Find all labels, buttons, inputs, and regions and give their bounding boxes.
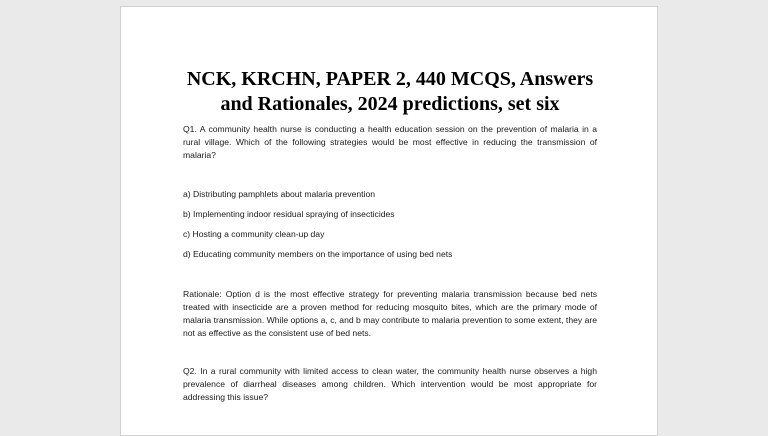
question-1-option-d: d) Educating community members on the importance of using bed nets xyxy=(183,249,453,259)
question-1-option-c: c) Hosting a community clean-up day xyxy=(183,229,325,239)
title-line-2: and Rationales, 2024 predictions, set six xyxy=(220,93,560,115)
title-line-1: NCK, KRCHN, PAPER 2, 440 MCQS, Answers xyxy=(186,68,594,90)
question-2-text: Q2. In a rural community with limited access to clean water, the community health nurse observes a high prevalence of diarrheal diseases among children. Which intervention would be most appropriate for addressing this issue? xyxy=(183,366,597,402)
question-1-rationale: Rationale: Option d is the most effective strategy for preventing malaria transmission because bed nets treated with insecticide are a proven method for reducing mosquito bites, which are the primary mode of malaria transmission. While options a, c, and b may contribute to malaria prevention to some extent, they are not as effective as the consistent use of bed nets. xyxy=(183,289,597,338)
question-1-option-a: a) Distributing pamphlets about malaria prevention xyxy=(183,189,376,199)
question-1-text: Q1. A community health nurse is conducting a health education session on the prevention of malaria in a rural village. Which of the following strategies would be most effective in reducing the transmission of malaria? xyxy=(183,124,597,160)
document-title xyxy=(121,67,658,117)
question-1-option-b: b) Implementing indoor residual spraying of insecticides xyxy=(183,209,395,219)
document-page xyxy=(120,6,658,436)
